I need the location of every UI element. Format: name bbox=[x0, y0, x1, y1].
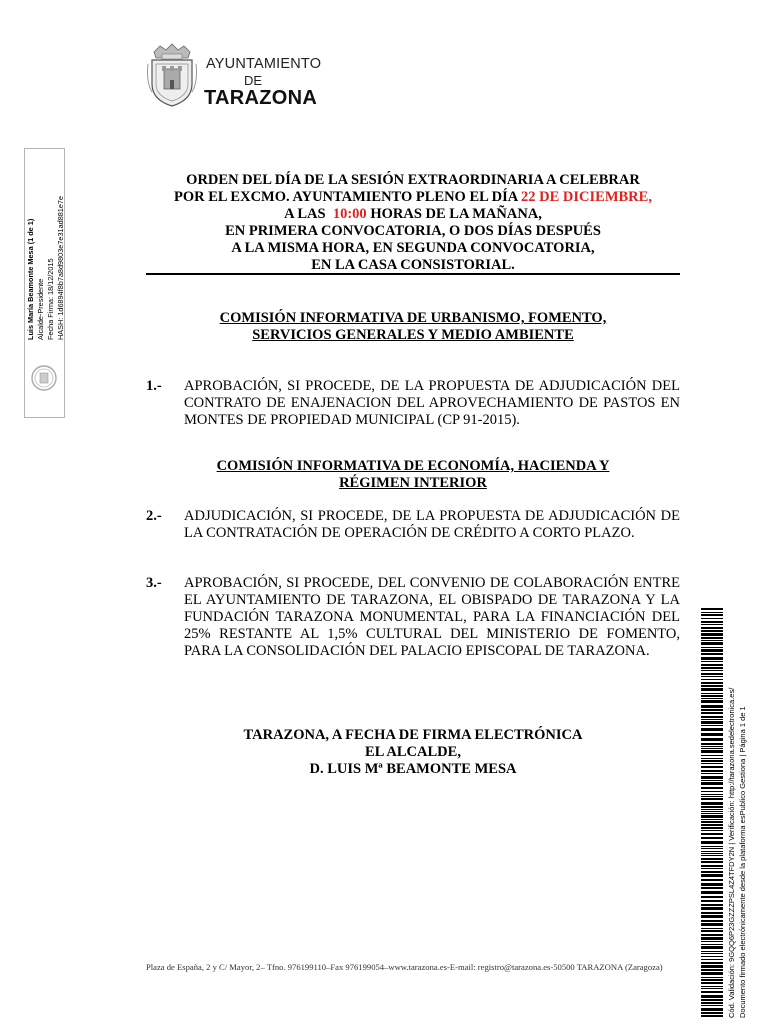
seal-icon bbox=[30, 364, 58, 392]
heading-line-1: ORDEN DEL DÍA DE LA SESIÓN EXTRAORDINARIA A CELEBRAR bbox=[186, 172, 640, 188]
item-number: 3.- bbox=[146, 575, 162, 591]
heading-divider bbox=[146, 273, 680, 275]
heading-line-3 bbox=[146, 206, 680, 223]
section-title-line: COMISIÓN INFORMATIVA DE URBANISMO, FOMENTO, bbox=[219, 310, 607, 326]
heading-line-4: EN PRIMERA CONVOCATORIA, O DOS DÍAS DESPUÉS bbox=[225, 223, 601, 239]
section-title-line: SERVICIOS GENERALES Y MEDIO AMBIENTE bbox=[252, 327, 574, 343]
item-text: ADJUDICACIÓN, SI PROCEDE, DE LA PROPUESTA DE ADJUDICACIÓN DE LA CONTRATACIÓN DE OPERACIÓN DE CRÉDITO A CORTO PLAZO. bbox=[184, 508, 680, 541]
section-title-economia bbox=[146, 458, 680, 492]
logo-line-2: DE bbox=[244, 73, 263, 88]
heading-line-2-text: POR EL EXCMO. AYUNTAMIENTO PLENO EL DÍA bbox=[174, 189, 522, 205]
logo-line-3: TARAZONA bbox=[204, 87, 318, 109]
agenda-item-3 bbox=[146, 575, 680, 677]
signature-hash: HASH: 1d6894f8b7a8d9803e7e31ad881e7e bbox=[56, 195, 65, 340]
heading-line-5: A LA MISMA HORA, EN SEGUNDA CONVOCATORIA, bbox=[231, 240, 595, 256]
heading-line-6: EN LA CASA CONSISTORIAL. bbox=[311, 257, 515, 273]
item-number: 1.- bbox=[146, 378, 162, 394]
section-title-line: COMISIÓN INFORMATIVA DE ECONOMÍA, HACIENDA Y bbox=[216, 458, 610, 474]
closing-line-2: EL ALCALDE, bbox=[365, 744, 461, 760]
municipality-logo bbox=[146, 42, 326, 112]
validation-platform: Documento firmado electrónicamente desde la plataforma esPublico Gestiona | Página 1 de 1 bbox=[738, 706, 747, 1018]
section-title-urbanismo bbox=[146, 310, 680, 344]
session-date: 22 DE DICIEMBRE, bbox=[521, 189, 652, 205]
coat-of-arms-icon bbox=[146, 42, 198, 108]
logo-line-1: AYUNTAMIENTO bbox=[206, 56, 322, 72]
item-text: APROBACIÓN, SI PROCEDE, DE LA PROPUESTA DE ADJUDICACIÓN DEL CONTRATO DE ENAJENACION DEL APROVECHAMIENTO DE PASTOS EN MONTES DE PROPIEDAD MUNICIPAL (CP 91-2015). bbox=[184, 378, 680, 428]
signer-name: Luis María Beamonte Mesa (1 de 1) bbox=[26, 218, 35, 340]
heading-line-2 bbox=[146, 189, 680, 206]
agenda-item-1 bbox=[146, 378, 680, 429]
closing-block bbox=[146, 727, 680, 778]
item-number: 2.- bbox=[146, 508, 162, 524]
closing-line-1: TARAZONA, A FECHA DE FIRMA ELECTRÓNICA bbox=[243, 727, 583, 743]
item-text: APROBACIÓN, SI PROCEDE, DEL CONVENIO DE COLABORACIÓN ENTRE EL AYUNTAMIENTO DE TARAZONA, EL OBISPADO DE TARAZONA Y LA FUNDACIÓN TARAZONA MONUMENTAL, PARA LA FINANCIACIÓN DEL 25% RESTANTE AL 1,5% CULTURAL DEL MINISTERIO DE FOMENTO, PARA LA CONSOLIDACIÓN DEL PALACIO EPISCOPAL DE TARAZONA. bbox=[184, 575, 680, 659]
agenda-heading bbox=[146, 172, 680, 274]
signature-date: Fecha Firma: 18/12/2015 bbox=[46, 258, 55, 340]
closing-line-3: D. LUIS Mª BEAMONTE MESA bbox=[309, 761, 517, 777]
heading-line-3-pre: A LAS bbox=[284, 206, 333, 222]
session-time: 10:00 bbox=[332, 206, 367, 222]
signature-info bbox=[26, 150, 65, 340]
validation-code: Cód. Validación: 9GQQ6P23GZZZPSL4Z4TFDY2N | Verificación: http://tarazona.sedelectronica.es/ bbox=[727, 687, 736, 1018]
barcode-icon bbox=[701, 608, 723, 1018]
heading-line-3-post: HORAS DE LA MAÑANA, bbox=[366, 206, 542, 222]
agenda-item-2 bbox=[146, 508, 680, 559]
footer-address: Plaza de España, 2 y C/ Mayor, 2– Tfno. 976199110–Fax 976199054–www.tarazona.es-E-mail: registro@tarazona.es-50500 TARAZONA (Zaragoza) bbox=[146, 962, 663, 972]
section-title-line: RÉGIMEN INTERIOR bbox=[339, 475, 487, 491]
signer-role: Alcalde-Presidente bbox=[36, 278, 45, 340]
validation-info bbox=[724, 608, 752, 1018]
